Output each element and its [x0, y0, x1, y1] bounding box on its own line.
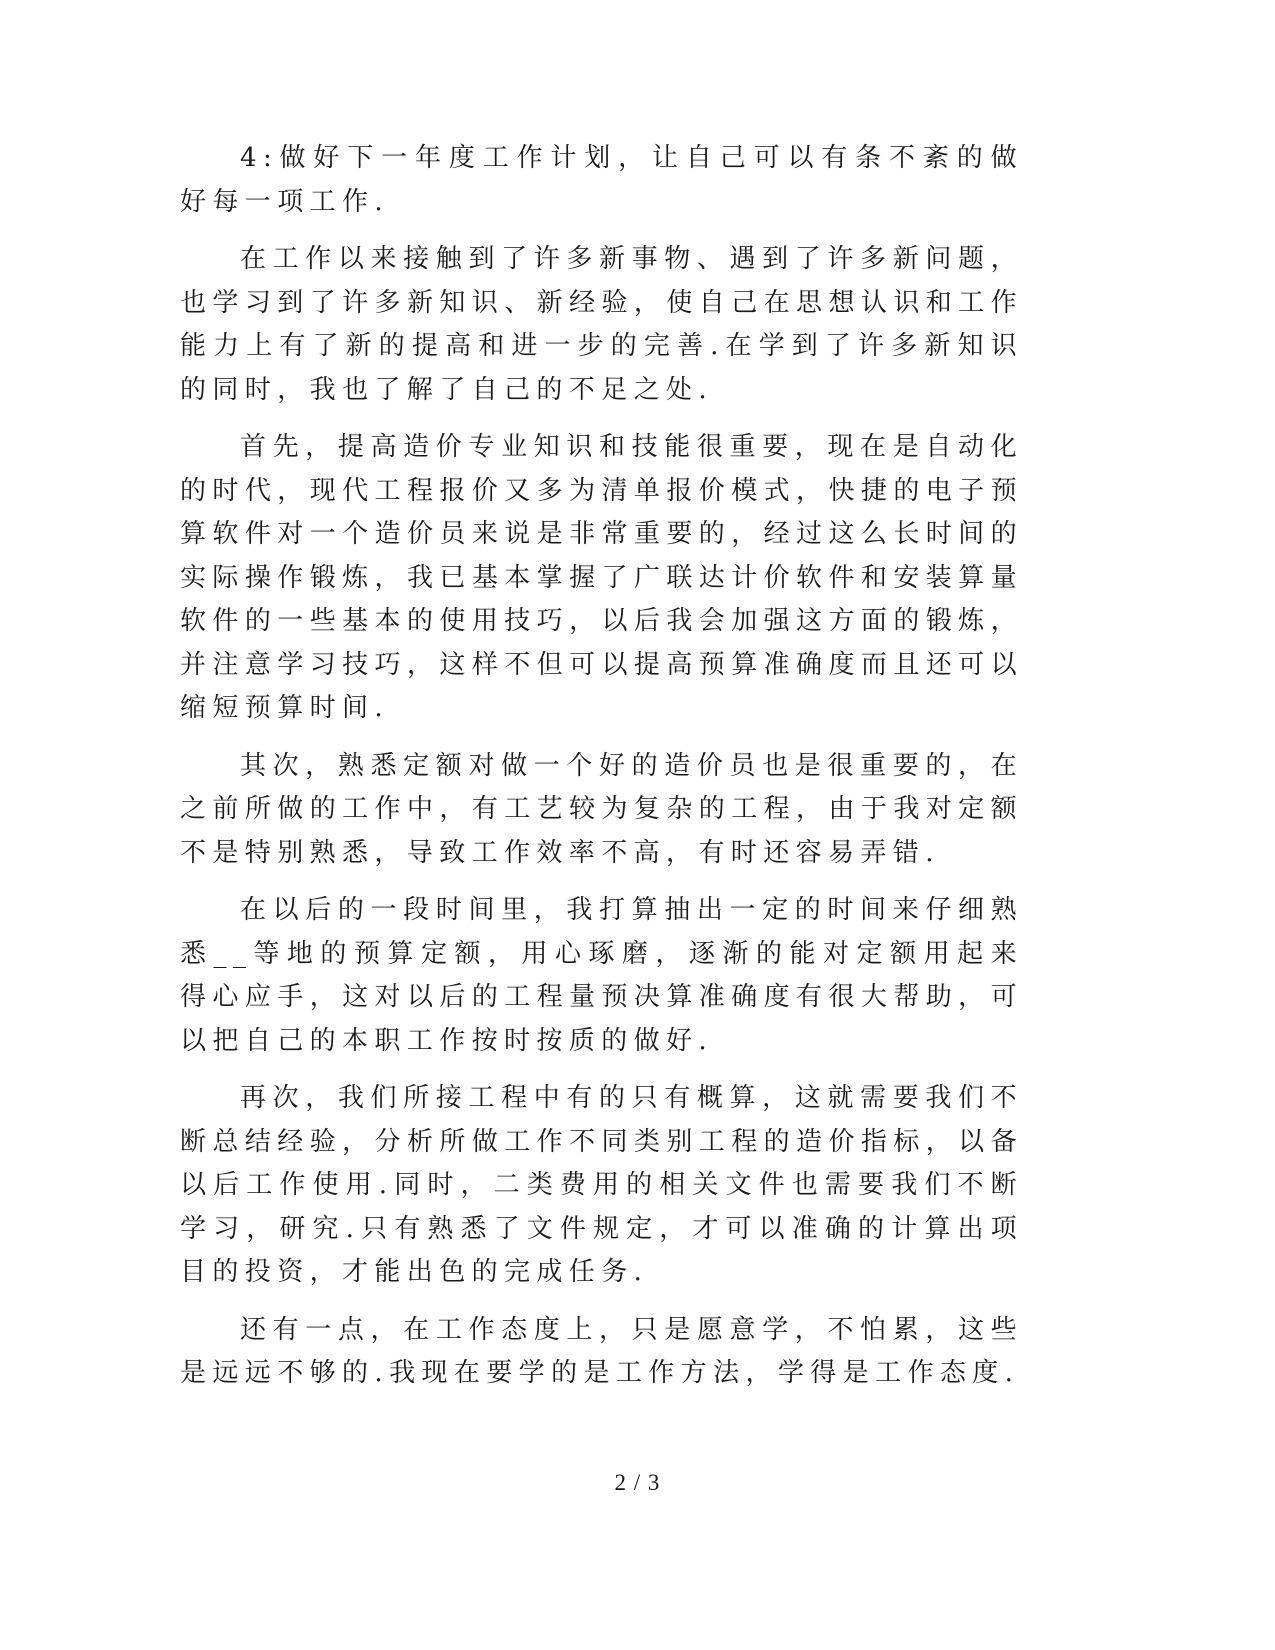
paragraph-cost-software-skills: 首先，提高造价专业知识和技能很重要，现在是自动化的时代，现代工程报价又多为清单报价模式，快捷的电子预算软件对一个造价员来说是非常重要的，经过这么长时间的实际操作锻炼，我已基本掌握了广联达计价软件和安装算量软件的一些基本的使用技巧，以后我会加强这方面的锻炼，并注意学习技巧，这样不但可以提高预算准确度而且还可以缩短预算时间. — [180, 432, 1023, 723]
paragraph-work-plan: 4:做好下一年度工作计划，让自己可以有条不紊的做好每一项工作. — [180, 143, 1023, 217]
paragraph-learning-summary: 在工作以来接触到了许多新事物、遇到了许多新问题，也学习到了许多新知识、新经验，使自己在思想认识和工作能力上有了新的提高和进一步的完善.在学到了许多新知识的同时，我也了解了自己的不足之处. — [180, 244, 1023, 405]
page-number: 2 / 3 — [614, 1470, 661, 1495]
paragraph-estimate-experience: 再次，我们所接工程中有的只有概算，这就需要我们不断总结经验，分析所做工作不同类别工程的造价指标，以备以后工作使用.同时，二类费用的相关文件也需要我们不断学习，研究.只有熟悉了文件规定，才可以准确的计算出项目的投资，才能出色的完成任务. — [180, 1083, 1023, 1287]
paragraph-quota-familiarity: 其次，熟悉定额对做一个好的造价员也是很重要的，在之前所做的工作中，有工艺较为复杂的工程，由于我对定额不是特别熟悉，导致工作效率不高，有时还容易弄错. — [180, 750, 1023, 868]
document-body — [180, 137, 1023, 1410]
paragraph-work-attitude: 还有一点，在工作态度上，只是愿意学，不怕累，这些是远远不够的.我现在要学的是工作方法，学得是工作态度. — [180, 1314, 1023, 1388]
paragraph-future-study-plan: 在以后的一段时间里，我打算抽出一定的时间来仔细熟悉__等地的预算定额，用心琢磨，逐渐的能对定额用起来得心应手，这对以后的工程量预决算准确度有很大帮助，可以把自己的本职工作按时按质的做好. — [180, 895, 1023, 1056]
